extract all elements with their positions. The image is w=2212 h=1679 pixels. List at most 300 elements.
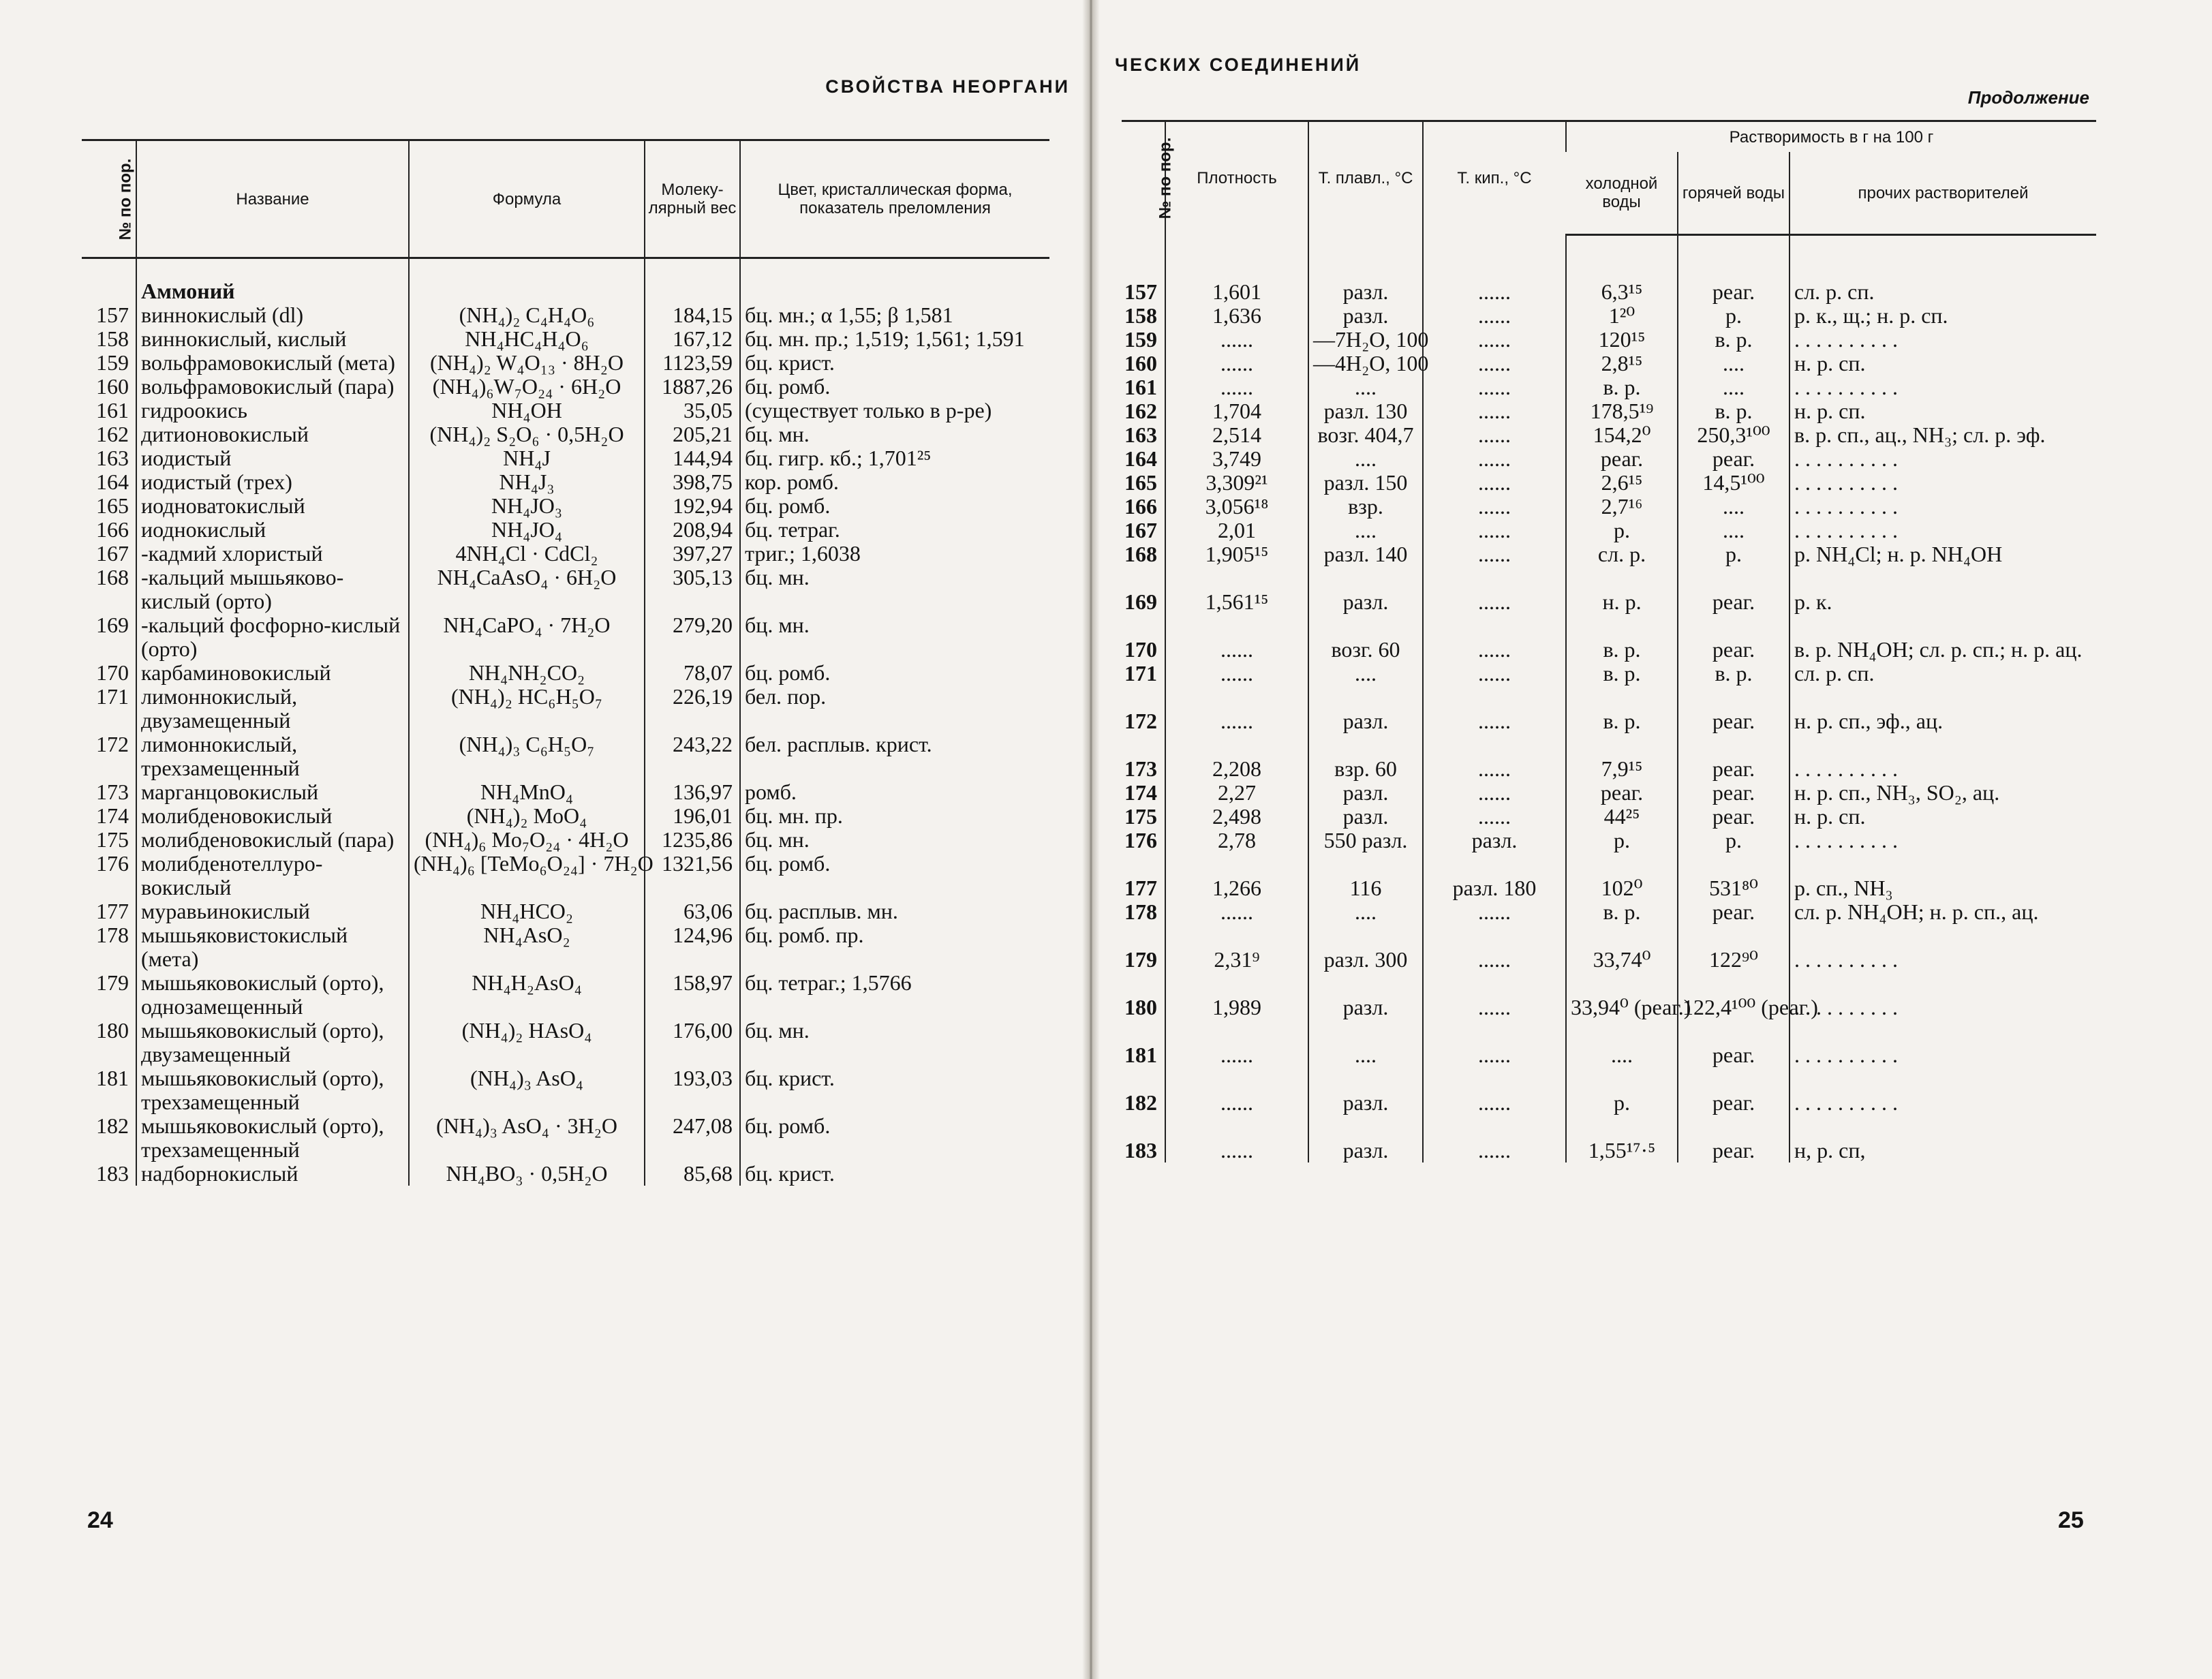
compound-name: лимоннокислый, трехзамещенный [136,733,409,780]
table-row [1122,948,2096,996]
row-number: 167 [96,541,129,566]
compound-formula: NH₄MnO₄ [409,780,645,804]
row-number: 177 [1124,876,1157,900]
solubility-cold-water: 178,5¹⁹ [1566,399,1678,423]
section-row [82,258,1049,304]
table-row [82,422,1049,446]
compound-formula: NH₄H₂AsO₄ [409,971,645,1019]
compound-formula: (NH₄)₂ S₂O₆ · 0,5H₂O [409,422,645,446]
color-crystal-form: (существует только в р-ре) [740,399,1049,422]
density: 1,601 [1165,280,1308,304]
compound-name: иоднокислый [136,518,409,542]
boiling-point: ...... [1423,709,1566,757]
table-row [82,661,1049,685]
solubility-cold-water: р. [1566,1091,1678,1139]
compound-formula: (NH₄)₃ AsO₄ [409,1066,645,1114]
solubility-cold-water: в. р. [1566,709,1678,757]
row-number: 174 [1124,780,1157,805]
color-crystal-form: бц. ромб. [740,1114,1049,1162]
solubility-other-solvents: н. р. сп. [1789,352,2096,375]
color-crystal-form: бц. мн. [740,828,1049,852]
left-column-header [82,140,136,258]
solubility-hot-water: реаг. [1678,638,1789,662]
solubility-other-solvents: н. р. сп. [1789,805,2096,829]
left-column-header: Цвет, кристаллическая форма, показатель преломления [740,140,1049,258]
compound-formula: (NH₄)₂ HAsO₄ [409,1019,645,1066]
density: ...... [1165,900,1308,948]
molecular-weight: 205,21 [645,422,740,446]
density: ...... [1165,1139,1308,1162]
compound-name: молибденовокислый [136,804,409,828]
color-crystal-form: бц. тетраг.; 1,5766 [740,971,1049,1019]
compound-name: гидроокись [136,399,409,422]
row-number: 166 [96,517,129,542]
compound-name: мышьяковокислый (орто), однозамещенный [136,971,409,1019]
row-number: 182 [1124,1090,1157,1115]
melting-point: разл. 150 [1308,471,1423,495]
molecular-weight: 192,94 [645,494,740,518]
solubility-cold-water: сл. р. [1566,542,1678,590]
molecular-weight: 1887,26 [645,375,740,399]
melting-point: 550 разл. [1308,829,1423,876]
row-number: 171 [1124,661,1157,686]
solubility-other-solvents: сл. р. сп. [1789,280,2096,304]
solubility-other-solvents: р. к. [1789,590,2096,638]
melting-point: разл. [1308,304,1423,328]
solubility-cold-water: н. р. [1566,590,1678,638]
melting-point: .... [1308,900,1423,948]
row-number: 175 [1124,804,1157,829]
table-row [1122,471,2096,495]
table-row [82,494,1049,518]
molecular-weight: 144,94 [645,446,740,470]
table-row [1122,996,2096,1043]
solubility-hot-water: реаг. [1678,757,1789,781]
solubility-other-solvents: . . . . . . . . . . [1789,757,2096,781]
density: 1,636 [1165,304,1308,328]
molecular-weight: 193,03 [645,1066,740,1114]
compound-name: иодистый (трех) [136,470,409,494]
color-crystal-form: бел. расплыв. крист. [740,733,1049,780]
compound-name: -кальций мышьяково-кислый (орто) [136,566,409,613]
row-number: 179 [96,970,129,995]
row-number: 168 [96,565,129,589]
molecular-weight: 184,15 [645,303,740,327]
table-row [82,470,1049,494]
row-number: 172 [96,732,129,756]
color-crystal-form: бц. крист. [740,1066,1049,1114]
row-number: 164 [1124,446,1157,471]
spacer-cell [1566,235,1678,281]
solubility-hot-water: реаг. [1678,590,1789,638]
spacer-cell [1789,235,2096,281]
melting-point: разл. [1308,1139,1423,1162]
right-page [1090,0,2212,1679]
compound-name: виннокислый (dl) [136,303,409,327]
table-row [1122,495,2096,519]
density: ...... [1165,709,1308,757]
table-row [82,685,1049,733]
density: ...... [1165,375,1308,399]
compound-name: мышьяковокислый (орто), трехзамещенный [136,1114,409,1162]
color-crystal-form: бц. мн. [740,566,1049,613]
table-row [1122,805,2096,829]
solubility-other-solvents: . . . . . . . . . . [1789,328,2096,352]
section-spacer [740,258,1049,304]
compound-name: молибденотеллуро-вокислый [136,852,409,899]
boiling-point: ...... [1423,399,1566,423]
color-crystal-form: триг.; 1,6038 [740,542,1049,566]
table-row [1122,519,2096,542]
row-number: 165 [1124,470,1157,495]
solubility-other-solvents: н. р. сп. [1789,399,2096,423]
row-number: 162 [1124,399,1157,423]
solubility-cold-water: 1²⁰ [1566,304,1678,328]
solubility-other-solvents: . . . . . . . . . . [1789,447,2096,471]
color-crystal-form: кор. ромб. [740,470,1049,494]
compound-name: мышьяковокислый (орто), трехзамещенный [136,1066,409,1114]
table-row [1122,781,2096,805]
table-row [82,828,1049,852]
melting-point: разл. [1308,781,1423,805]
compound-name: -кадмий хлористый [136,542,409,566]
boiling-point: разл. 180 [1423,876,1566,900]
boiling-point: ...... [1423,542,1566,590]
row-number: 165 [96,493,129,518]
compound-formula: NH₄J [409,446,645,470]
solubility-hot-water: 14,5¹⁰⁰ [1678,471,1789,495]
molecular-weight: 305,13 [645,566,740,613]
density: 2,31⁹ [1165,948,1308,996]
density: 1,266 [1165,876,1308,900]
density: 1,989 [1165,996,1308,1043]
boiling-point: ...... [1423,948,1566,996]
solubility-cold-water: реаг. [1566,781,1678,805]
density: 1,905¹⁵ [1165,542,1308,590]
melting-point: .... [1308,662,1423,709]
table-row [1122,590,2096,638]
compound-name: вольфрамовокислый (пара) [136,375,409,399]
compound-formula: (NH₄)₂ C₄H₄O₆ [409,303,645,327]
table-row [82,971,1049,1019]
compound-name: марганцовокислый [136,780,409,804]
right-column-header: холодной воды [1566,152,1678,235]
compound-formula: (NH₄)₂ MoO₄ [409,804,645,828]
row-number: 180 [96,1018,129,1043]
density: 1,561¹⁵ [1165,590,1308,638]
compound-formula: NH₄OH [409,399,645,422]
molecular-weight: 63,06 [645,899,740,923]
boiling-point: ...... [1423,352,1566,375]
table-row [1122,876,2096,900]
row-number: 171 [96,684,129,709]
boiling-point: ...... [1423,519,1566,542]
solubility-cold-water: 44²⁵ [1566,805,1678,829]
melting-point: возг. 60 [1308,638,1423,662]
boiling-point: ...... [1423,328,1566,352]
compound-formula: NH₄BO₃ · 0,5H₂O [409,1162,645,1186]
row-number: 164 [96,469,129,494]
solubility-cold-water: 7,9¹⁵ [1566,757,1678,781]
solubility-hot-water: в. р. [1678,662,1789,709]
molecular-weight: 167,12 [645,327,740,351]
melting-point: взр. 60 [1308,757,1423,781]
solubility-hot-water: реаг. [1678,280,1789,304]
compound-name: муравьинокислый [136,899,409,923]
solubility-other-solvents: р. к., щ.; н. р. сп. [1789,304,2096,328]
molecular-weight: 35,05 [645,399,740,422]
compound-formula: (NH₄)₃ C₆H₅O₇ [409,733,645,780]
boiling-point: ...... [1423,280,1566,304]
solubility-other-solvents: сл. р. сп. [1789,662,2096,709]
solubility-hot-water: .... [1678,519,1789,542]
table-row [1122,375,2096,399]
compound-formula: (NH₄)₃ AsO₄ · 3H₂O [409,1114,645,1162]
density: ...... [1165,662,1308,709]
compound-name: виннокислый, кислый [136,327,409,351]
color-crystal-form: бц. мн. [740,422,1049,446]
solubility-hot-water: р. [1678,542,1789,590]
row-number: 176 [96,851,129,876]
section-spacer [645,258,740,304]
solubility-other-solvents: н, р. сп, [1789,1139,2096,1162]
row-number: 183 [96,1161,129,1186]
solubility-other-solvents: . . . . . . . . . . [1789,948,2096,996]
row-number: 158 [96,326,129,351]
solubility-other-solvents: . . . . . . . . . . [1789,996,2096,1043]
compound-name: -кальций фосфорно-кислый (орто) [136,613,409,661]
melting-point: возг. 404,7 [1308,423,1423,447]
color-crystal-form: бц. мн. пр.; 1,519; 1,561; 1,591 [740,327,1049,351]
color-crystal-form: бел. пор. [740,685,1049,733]
molecular-weight: 85,68 [645,1162,740,1186]
melting-point: .... [1308,447,1423,471]
compound-name: иодистый [136,446,409,470]
color-crystal-form: бц. мн.; α 1,55; β 1,581 [740,303,1049,327]
molecular-weight: 1321,56 [645,852,740,899]
solubility-cold-water: реаг. [1566,447,1678,471]
left-column-header: Молеку-лярный вес [645,140,740,258]
melting-point: 116 [1308,876,1423,900]
density: 1,704 [1165,399,1308,423]
melting-point: разл. [1308,1091,1423,1139]
boiling-point: ...... [1423,423,1566,447]
right-column-header: Т. плавл., °С [1308,121,1423,235]
table-row [82,780,1049,804]
density: 3,749 [1165,447,1308,471]
table-row [1122,447,2096,471]
table-row [82,351,1049,375]
row-number: 170 [96,660,129,685]
solubility-cold-water: 33,74⁰ [1566,948,1678,996]
compound-name: мышьяковистокислый (мета) [136,923,409,971]
solubility-other-solvents: р. сп., NH₃ [1789,876,2096,900]
compound-formula: NH₄HC₄H₄O₆ [409,327,645,351]
compound-formula: NH₄AsO₂ [409,923,645,971]
table-row [1122,757,2096,781]
boiling-point: ...... [1423,447,1566,471]
molecular-weight: 279,20 [645,613,740,661]
solubility-hot-water: реаг. [1678,447,1789,471]
left-page-number: 24 [87,1507,113,1533]
spacer-cell [1423,235,1566,281]
solubility-hot-water: р. [1678,829,1789,876]
right-page-number: 25 [2058,1507,2084,1533]
density: 2,208 [1165,757,1308,781]
right-column-header: прочих растворителей [1789,152,2096,235]
melting-point: разл. 300 [1308,948,1423,996]
solubility-other-solvents: в. р. NH₄OH; сл. р. сп.; н. р. ац. [1789,638,2096,662]
molecular-weight: 196,01 [645,804,740,828]
compound-name: мышьяковокислый (орто), двузамещенный [136,1019,409,1066]
solubility-other-solvents: . . . . . . . . . . [1789,375,2096,399]
solubility-hot-water: 250,3¹⁰⁰ [1678,423,1789,447]
boiling-point: ...... [1423,805,1566,829]
right-column-header [1122,121,1175,235]
solubility-cold-water: 102⁰ [1566,876,1678,900]
row-number: 160 [1124,351,1157,375]
row-number: 175 [96,827,129,852]
solubility-hot-water: в. р. [1678,399,1789,423]
boiling-point: ...... [1423,375,1566,399]
solubility-hot-water: реаг. [1678,900,1789,948]
melting-point: разл. 130 [1308,399,1423,423]
table-row [82,1114,1049,1162]
left-column-header: Название [136,140,409,258]
boiling-point: ...... [1423,996,1566,1043]
right-column-header: Т. кип., °С [1423,121,1566,235]
color-crystal-form: бц. ромб. [740,852,1049,899]
solubility-hot-water: в. р. [1678,328,1789,352]
molecular-weight: 176,00 [645,1019,740,1066]
density: 3,309²¹ [1165,471,1308,495]
row-number: 180 [1124,995,1157,1019]
section-title: Аммоний [136,258,409,304]
compound-name: лимоннокислый, двузамещенный [136,685,409,733]
solubility-other-solvents: . . . . . . . . . . [1789,829,2096,876]
row-number: 163 [1124,422,1157,447]
boiling-point: ...... [1423,304,1566,328]
boiling-point: ...... [1423,638,1566,662]
row-number: 176 [1124,828,1157,852]
left-running-header: СВОЙСТВА НЕОРГАНИ [825,76,1070,97]
density: 2,01 [1165,519,1308,542]
table-row [82,542,1049,566]
spacer-cell [1308,235,1423,281]
row-number: 172 [1124,709,1157,733]
compound-formula: NH₄CaPO₄ · 7H₂O [409,613,645,661]
table-row [1122,829,2096,876]
table-row [1122,1043,2096,1091]
solubility-cold-water: р. [1566,829,1678,876]
solubility-cold-water: 120¹⁵ [1566,328,1678,352]
solubility-other-solvents: . . . . . . . . . . [1789,519,2096,542]
table-row [82,566,1049,613]
row-number: 159 [96,350,129,375]
melting-point: разл. [1308,280,1423,304]
density: ...... [1165,328,1308,352]
melting-point: .... [1308,1043,1423,1091]
solubility-cold-water: 2,8¹⁵ [1566,352,1678,375]
spacer-cell [1122,235,1165,281]
row-number: 157 [1124,279,1157,304]
solubility-cold-water: .... [1566,1043,1678,1091]
table-row [82,899,1049,923]
boiling-point: ...... [1423,757,1566,781]
compound-formula: (NH₄)₂ HC₆H₅O₇ [409,685,645,733]
solubility-hot-water: реаг. [1678,1139,1789,1162]
table-row [82,327,1049,351]
solubility-hot-water: .... [1678,495,1789,519]
boiling-point: ...... [1423,471,1566,495]
table-row [82,852,1049,899]
table-row [1122,709,2096,757]
table-row [1122,328,2096,352]
section-spacer [409,258,645,304]
table-row [1122,423,2096,447]
solubility-cold-water: 2,7¹⁶ [1566,495,1678,519]
table-row [82,1019,1049,1066]
solubility-cold-water: в. р. [1566,900,1678,948]
solubility-other-solvents: . . . . . . . . . . [1789,1091,2096,1139]
table-row [82,804,1049,828]
compound-name: иодноватокислый [136,494,409,518]
molecular-weight: 398,75 [645,470,740,494]
solubility-hot-water: реаг. [1678,1043,1789,1091]
molecular-weight: 397,27 [645,542,740,566]
boiling-point: ...... [1423,1139,1566,1162]
row-number: 170 [1124,637,1157,662]
melting-point: —7H₂O, 100 [1308,328,1423,352]
solubility-other-solvents: в. р. сп., ац., NH₃; сл. р. эф. [1789,423,2096,447]
solubility-hot-water: 122⁹⁰ [1678,948,1789,996]
solubility-hot-water: р. [1678,304,1789,328]
row-number: 162 [96,422,129,446]
row-number: 160 [96,374,129,399]
color-crystal-form: ромб. [740,780,1049,804]
compound-formula: (NH₄)₂ W₄O₁₃ · 8H₂O [409,351,645,375]
row-number: 173 [96,780,129,804]
boiling-point: ...... [1423,781,1566,805]
compound-formula: NH₄JO₃ [409,494,645,518]
row-number: 179 [1124,947,1157,972]
compound-formula: (NH₄)₆ Mo₇O₂₄ · 4H₂O [409,828,645,852]
compound-formula: (NH₄)₆W₇O₂₄ · 6H₂O [409,375,645,399]
left-properties-table [82,139,1049,1186]
molecular-weight: 1123,59 [645,351,740,375]
compound-formula: (NH₄)₆ [TeMo₆O₂₄] · 7H₂O [409,852,645,899]
compound-formula: NH₄HCO₂ [409,899,645,923]
solubility-hot-water: .... [1678,375,1789,399]
solubility-cold-water: в. р. [1566,375,1678,399]
row-number: 173 [1124,756,1157,781]
melting-point: разл. [1308,805,1423,829]
table-row [1122,1139,2096,1162]
color-crystal-form: бц. ромб. [740,375,1049,399]
compound-name: дитионовокислый [136,422,409,446]
solubility-cold-water: 154,2⁰ [1566,423,1678,447]
melting-point: —4H₂O, 100 [1308,352,1423,375]
spacer-row [1122,235,2096,281]
row-number: 183 [1124,1138,1157,1162]
melting-point: взр. [1308,495,1423,519]
row-number: 169 [1124,589,1157,614]
solubility-hot-water: реаг. [1678,781,1789,805]
solubility-other-solvents: . . . . . . . . . . [1789,495,2096,519]
color-crystal-form: бц. гигр. кб.; 1,701²⁵ [740,446,1049,470]
density: 2,498 [1165,805,1308,829]
color-crystal-form: бц. ромб. пр. [740,923,1049,971]
